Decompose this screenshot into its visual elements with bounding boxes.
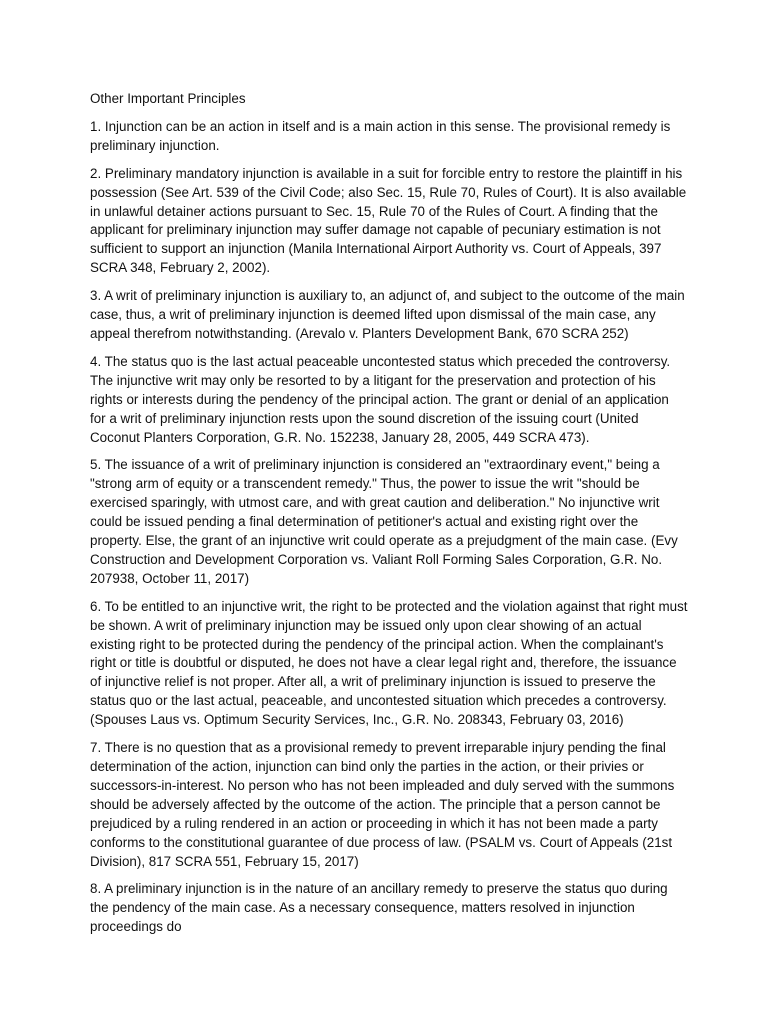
paragraph-3: 3. A writ of preliminary injunction is auxiliary to, an adjunct of, and subject to the outcome of the main case, thus, a writ of preliminary injunction is deemed lifted upon dismissal of the main case, any appeal therefrom notwithstanding. (Arevalo v. Planters Development Bank, 670 SCRA 252) bbox=[90, 288, 685, 341]
paragraph-4: 4. The status quo is the last actual peaceable uncontested status which preceded the controversy. The injunctive writ may only be resorted to by a litigant for the preservation and protection of his rights or interests during the pendency of the principal action. The grant or denial of an application for a writ of preliminary injunction rests upon the sound discretion of the issuing court (United Coconut Planters Corporation, G.R. No. 152238, January 28, 2005, 449 SCRA 473). bbox=[90, 353, 671, 445]
paragraph-8: 8. A preliminary injunction is in the nature of an ancillary remedy to preserve the status quo during the pendency of the main case. As a necessary consequence, matters resolved in injunction proceedings do bbox=[90, 881, 668, 935]
section-heading: Other Important Principles bbox=[90, 91, 246, 106]
paragraph-1: 1. Injunction can be an action in itself and is a main action in this sense. The provisional remedy is preliminary injunction. bbox=[90, 118, 671, 153]
paragraph-6: 6. To be entitled to an injunctive writ, the right to be protected and the violation against that right must be shown. A writ of preliminary injunction may be issued only upon clear showing of an actual existing right to be protected during the pendency of the principal action. When the complainant's right or title is doubtful or disputed, he does not have a clear legal right and, therefore, the issuance of injunctive relief is not proper. After all, a writ of preliminary injunction is issued to preserve the status quo or the last actual, peaceable, and uncontested situation which precedes a controversy. (Spouses Laus vs. Optimum Security Services, Inc., G.R. No. 208343, February 03, 2016) bbox=[90, 598, 688, 728]
paragraph-7: 7. There is no question that as a provisional remedy to prevent irreparable injury pending the final determination of the action, injunction can bind only the parties in the action, or their privies or successors-in-interest. No person who has not been impleaded and duly served with the summons should be adversely affected by the outcome of the action. The principle that a person cannot be prejudiced by a ruling rendered in an action or proceeding in which it has not been made a party conforms to the constitutional guarantee of due process of law. (PSALM vs. Court of Appeals (21st Division), 817 SCRA 551, February 15, 2017) bbox=[90, 740, 675, 869]
paragraph-2: 2. Preliminary mandatory injunction is available in a suit for forcible entry to restore the plaintiff in his possession (See Art. 539 of the Civil Code; also Sec. 15, Rule 70, Rules of Court). It is also available in unlawful detainer actions pursuant to Sec. 15, Rule 70 of the Rules of Court. A finding that the applicant for preliminary injunction may suffer damage not capable of pecuniary estimation is not sufficient to support an injunction (Manila International Airport Authority vs. Court of Appeals, 397 SCRA 348, February 2, 2002). bbox=[90, 165, 687, 276]
document-page bbox=[90, 90, 688, 946]
paragraph-5: 5. The issuance of a writ of preliminary injunction is considered an "extraordinary event," being a "strong arm of equity or a transcendent remedy." Thus, the power to issue the writ "should be exercised sparingly, with utmost care, and with great caution and deliberation." No injunctive writ could be issued pending a final determination of petitioner's actual and existing right over the property. Else, the grant of an injunctive writ could operate as a prejudgment of the main case. (Evy Construction and Development Corporation vs. Valiant Roll Forming Sales Corporation, G.R. No. 207938, October 11, 2017) bbox=[90, 457, 678, 586]
